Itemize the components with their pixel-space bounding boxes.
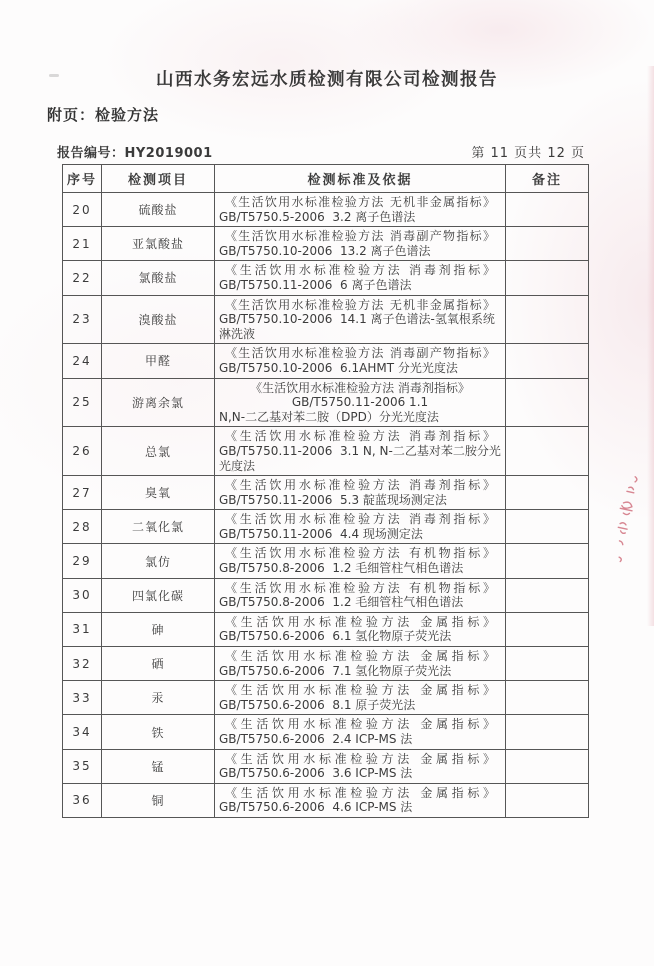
method-line: 《生活饮用水标准检验方法 金属指标》	[225, 717, 495, 732]
cell-test-item: 氯仿	[102, 544, 215, 578]
table-row	[63, 261, 589, 295]
red-handwriting-mark	[606, 470, 648, 570]
cell-standard-method	[215, 681, 506, 715]
cell-serial-no: 21	[63, 227, 102, 261]
table-row	[63, 681, 589, 715]
method-line: 《生活饮用水标准检验方法 消毒副产物指标》	[225, 346, 495, 361]
cell-remark	[506, 344, 589, 378]
cell-remark	[506, 378, 589, 427]
table-row	[63, 715, 589, 749]
cell-standard-method	[215, 715, 506, 749]
cell-serial-no: 25	[63, 378, 102, 427]
cell-remark	[506, 749, 589, 783]
method-line: 《生活饮用水标准检验方法 无机非金属指标》	[225, 297, 495, 312]
scan-edge-shadow	[647, 66, 654, 626]
cell-standard-method	[215, 544, 506, 578]
cell-standard-method	[215, 427, 506, 476]
cell-serial-no: 23	[63, 295, 102, 344]
cell-remark	[506, 510, 589, 544]
cell-standard-method	[215, 749, 506, 783]
method-line: GB/T5750.10-2006 13.2 离子色谱法	[219, 243, 431, 258]
cell-serial-no: 26	[63, 427, 102, 476]
cell-remark	[506, 295, 589, 344]
method-line: GB/T5750.11-2006 3.1 N, N-二乙基对苯二胺分光	[219, 443, 501, 458]
table-row	[63, 749, 589, 783]
cell-test-item: 硫酸盐	[102, 193, 215, 227]
cell-standard-method	[215, 261, 506, 295]
cell-test-item: 游离余氯	[102, 378, 215, 427]
method-line: GB/T5750.6-2006 8.1 原子荧光法	[219, 697, 416, 712]
method-line: GB/T5750.6-2006 4.6 ICP-MS 法	[219, 800, 413, 815]
table-row	[63, 378, 589, 427]
cell-standard-method	[215, 783, 506, 817]
method-line: GB/T5750.10-2006 6.1AHMT 分光光度法	[219, 360, 458, 375]
cell-test-item: 甲醛	[102, 344, 215, 378]
table-row	[63, 544, 589, 578]
cell-remark	[506, 647, 589, 681]
test-methods-table	[62, 164, 589, 818]
table-row	[63, 476, 589, 510]
cell-test-item: 硒	[102, 647, 215, 681]
header-test-item: 检测项目	[102, 165, 215, 193]
method-line: 《生活饮用水标准检验方法 金属指标》	[225, 785, 495, 800]
method-line: GB/T5750.11-2006 5.3 靛蓝现场测定法	[219, 492, 447, 507]
header-serial-no: 序号	[63, 165, 102, 193]
method-line: 《生活饮用水标准检验方法 无机非金属指标》	[225, 195, 495, 209]
method-line: 《生活饮用水标准检验方法 有机物指标》	[225, 580, 495, 595]
report-number	[57, 142, 213, 161]
cell-test-item: 溴酸盐	[102, 295, 215, 344]
cell-test-item: 铜	[102, 783, 215, 817]
cell-remark	[506, 193, 589, 227]
cell-standard-method	[215, 344, 506, 378]
method-line: 《生活饮用水标准检验方法 金属指标》	[225, 614, 495, 629]
method-line: GB/T5750.6-2006 7.1 氢化物原子荧光法	[219, 663, 452, 678]
cell-standard-method	[215, 378, 506, 427]
method-line: 《生活饮用水标准检验方法 消毒剂指标》	[250, 380, 470, 395]
cell-serial-no: 36	[63, 783, 102, 817]
page-indicator: 第 11 页共 12 页	[471, 146, 585, 161]
method-line: GB/T5750.8-2006 1.2 毛细管柱气相色谱法	[219, 561, 464, 576]
cell-standard-method	[215, 193, 506, 227]
table-row	[63, 344, 589, 378]
cell-serial-no: 27	[63, 476, 102, 510]
cell-remark	[506, 578, 589, 612]
method-line: 《生活饮用水标准检验方法 有机物指标》	[225, 546, 495, 561]
method-line: GB/T5750.11-2006 4.4 现场测定法	[219, 526, 423, 541]
method-line: GB/T5750.11-2006 6 离子色谱法	[219, 277, 412, 292]
header-standard: 检测标准及依据	[215, 165, 506, 193]
method-line: GB/T5750.6-2006 3.6 ICP-MS 法	[219, 766, 413, 781]
cell-standard-method	[215, 476, 506, 510]
method-line: GB/T5750.5-2006 3.2 离子色谱法	[219, 209, 416, 224]
cell-remark	[506, 227, 589, 261]
method-line: GB/T5750.10-2006 14.1 离子色谱法-氢氧根系统	[219, 312, 495, 327]
scanned-report-page	[0, 66, 654, 966]
method-line: 《生活饮用水标准检验方法 金属指标》	[225, 649, 495, 664]
method-line: GB/T5750.8-2006 1.2 毛细管柱气相色谱法	[219, 595, 464, 610]
method-line: 《生活饮用水标准检验方法 消毒剂指标》	[225, 478, 495, 493]
cell-remark	[506, 476, 589, 510]
cell-test-item: 四氯化碳	[102, 578, 215, 612]
methods-table-body	[63, 193, 589, 818]
cell-serial-no: 32	[63, 647, 102, 681]
method-line: 光度法	[219, 458, 256, 473]
cell-serial-no: 20	[63, 193, 102, 227]
cell-test-item: 铁	[102, 715, 215, 749]
header-remark: 备注	[506, 165, 589, 193]
method-line: N,N-二乙基对苯二胺（DPD）分光光度法	[219, 409, 439, 424]
cell-serial-no: 24	[63, 344, 102, 378]
table-row	[63, 295, 589, 344]
cell-remark	[506, 783, 589, 817]
cell-standard-method	[215, 227, 506, 261]
table-row	[63, 578, 589, 612]
cell-test-item: 亚氯酸盐	[102, 227, 215, 261]
cell-test-item: 锰	[102, 749, 215, 783]
cell-standard-method	[215, 647, 506, 681]
cell-test-item: 氯酸盐	[102, 261, 215, 295]
method-line: GB/T5750.6-2006 2.4 ICP-MS 法	[219, 732, 413, 746]
cell-remark	[506, 427, 589, 476]
cell-test-item: 二氧化氯	[102, 510, 215, 544]
cell-serial-no: 34	[63, 715, 102, 749]
method-line: 《生活饮用水标准检验方法 金属指标》	[225, 683, 495, 698]
method-line: GB/T5750.11-2006 1.1	[291, 395, 429, 410]
meta-row	[57, 142, 585, 161]
cell-standard-method	[215, 510, 506, 544]
scan-smudge	[49, 74, 59, 77]
cell-serial-no: 22	[63, 261, 102, 295]
cell-serial-no: 30	[63, 578, 102, 612]
cell-test-item: 砷	[102, 612, 215, 646]
table-row	[63, 783, 589, 817]
cell-test-item: 总氯	[102, 427, 215, 476]
method-line: 《生活饮用水标准检验方法 金属指标》	[225, 751, 495, 766]
cell-serial-no: 28	[63, 510, 102, 544]
page-title: 山西水务宏远水质检测有限公司检测报告	[156, 70, 498, 90]
cell-remark	[506, 715, 589, 749]
cell-serial-no: 35	[63, 749, 102, 783]
cell-remark	[506, 261, 589, 295]
cell-serial-no: 29	[63, 544, 102, 578]
table-row	[63, 647, 589, 681]
method-line: GB/T5750.6-2006 6.1 氢化物原子荧光法	[219, 629, 452, 644]
appendix-subtitle: 附页：检验方法	[47, 106, 160, 124]
cell-standard-method	[215, 578, 506, 612]
method-line: 《生活饮用水标准检验方法 消毒剂指标》	[225, 429, 495, 444]
cell-remark	[506, 681, 589, 715]
method-line: 《生活饮用水标准检验方法 消毒副产物指标》	[225, 229, 495, 244]
method-line: 《生活饮用水标准检验方法 消毒剂指标》	[225, 263, 495, 278]
cell-serial-no: 33	[63, 681, 102, 715]
table-row	[63, 510, 589, 544]
cell-standard-method	[215, 612, 506, 646]
table-row	[63, 227, 589, 261]
table-row	[63, 427, 589, 476]
method-line: 淋洗液	[219, 326, 256, 341]
table-header	[63, 165, 589, 193]
table-row	[63, 612, 589, 646]
cell-test-item: 汞	[102, 681, 215, 715]
report-number-label: 报告编号：	[57, 146, 125, 161]
cell-standard-method	[215, 295, 506, 344]
report-number-value: HY2019001	[124, 146, 213, 161]
cell-serial-no: 31	[63, 612, 102, 646]
method-line: 《生活饮用水标准检验方法 消毒剂指标》	[225, 512, 495, 527]
table-row	[63, 193, 589, 227]
cell-test-item: 臭氧	[102, 476, 215, 510]
cell-remark	[506, 544, 589, 578]
cell-remark	[506, 612, 589, 646]
